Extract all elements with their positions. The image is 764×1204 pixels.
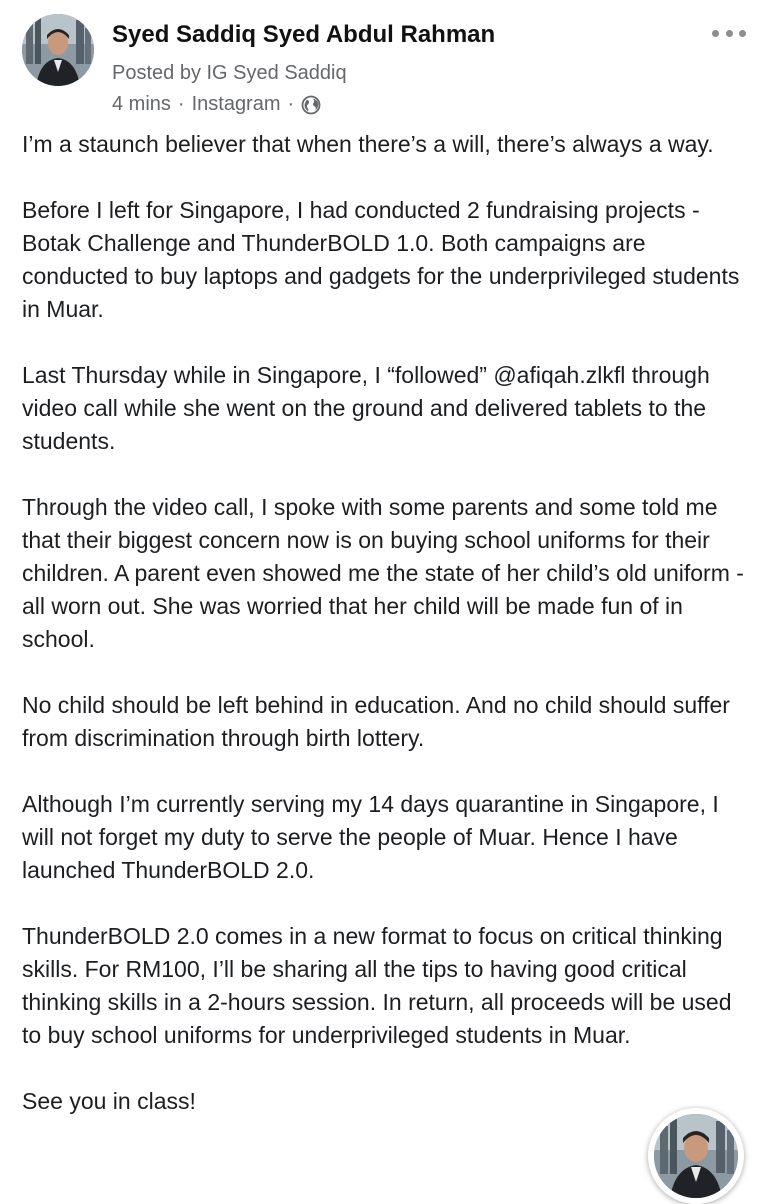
posted-by-label: Posted by IG Syed Saddiq [112,62,347,84]
post-body [22,128,752,1118]
meta-separator: · [177,93,185,115]
author-avatar[interactable] [22,14,94,86]
meta-separator-2: · [287,93,295,115]
author-name[interactable]: Syed Saddiq Syed Abdul Rahman [112,21,496,48]
post-header [0,0,764,125]
post-paragraph: Through the video call, I spoke with some parents and some told me that their biggest concern now is on buying school uniforms for their children. A parent even showed me the state of her child’s old uniform - all worn out. She was worried that her child will be made fun of in school. [22,494,744,652]
more-options-icon[interactable] [712,26,746,40]
post-paragraph: See you in class! [22,1088,196,1114]
post-paragraph: No child should be left behind in education. And no child should suffer from discrimination through birth lottery. [22,692,730,751]
post-paragraph: I’m a staunch believer that when there’s a will, there’s always a way. [22,131,714,157]
avatar-image [22,14,94,86]
post-paragraph: Before I left for Singapore, I had conducted 2 fundraising projects - Botak Challenge and ThunderBOLD 1.0. Both campaigns are conducted to buy laptops and gadgets for the underprivileged students in Muar. [22,197,740,322]
floating-avatar-image [654,1114,738,1198]
post-paragraph: Although I’m currently serving my 14 days quarantine in Singapore, I will not forget my duty to serve the people of Muar. Hence I have launched ThunderBOLD 2.0. [22,791,719,883]
floating-profile-avatar[interactable] [648,1108,744,1204]
globe-icon[interactable] [301,95,321,115]
post-paragraph: ThunderBOLD 2.0 comes in a new format to focus on critical thinking skills. For RM100, I’ll be sharing all the tips to having good critical thinking skills in a 2-hours session. In return, all proceeds will be used to buy school uniforms for underprivileged students in Muar. [22,923,732,1048]
post-timestamp[interactable]: 4 mins [112,93,171,115]
post-meta [112,93,321,116]
post-source: Instagram [191,93,281,115]
post-paragraph: Last Thursday while in Singapore, I “followed” @afiqah.zlkfl through video call while she went on the ground and delivered tablets to the students. [22,362,710,454]
